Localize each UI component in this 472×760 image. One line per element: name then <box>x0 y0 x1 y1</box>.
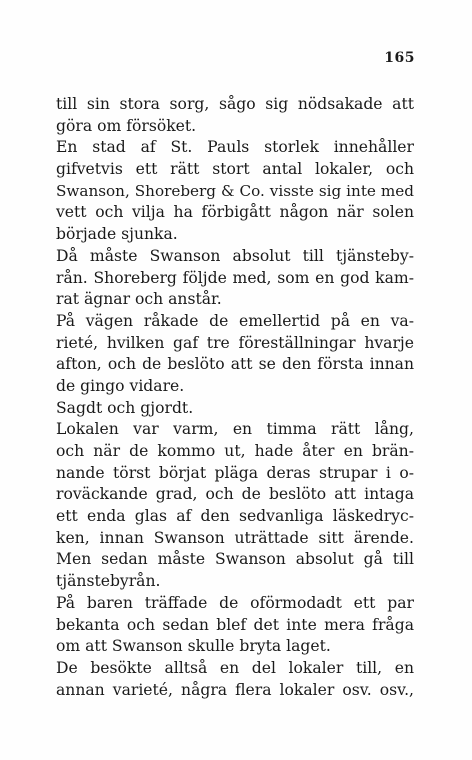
text-line: om att Swanson skulle bryta laget. <box>56 637 331 656</box>
text-line: På baren träffade de oförmodadt ett par <box>56 593 414 612</box>
text-line: Swanson, Shoreberg & Co. visste sig inte med <box>56 181 414 200</box>
text-line: Men sedan måste Swanson absolut gå till <box>56 550 414 569</box>
text-line: roväckande grad, och de beslöto att intaga <box>56 485 414 504</box>
text-line: De besökte alltså en del lokaler till, en <box>56 658 414 677</box>
text-line: och när de kommo ut, hade åter en brän- <box>56 442 414 460</box>
text-line: Sagdt och gjordt. <box>56 398 194 417</box>
text-line: började sjunka. <box>56 225 178 244</box>
text-line: Lokalen var varm, en timma rätt lång, <box>56 420 414 439</box>
text-line: På vägen råkade de emellertid på en va- <box>56 311 414 330</box>
text-line: rån. Shoreberg följde med, som en god kam- <box>56 268 414 287</box>
text-line: Då måste Swanson absolut till tjänsteby- <box>56 246 414 265</box>
text-line: rieté, hvilken gaf tre föreställningar hvarje <box>56 333 414 352</box>
text-line: rat ägnar och anstår. <box>56 290 222 309</box>
text-line: de gingo vidare. <box>56 376 185 395</box>
text-line: annan varieté, några flera lokaler osv. osv., <box>56 680 414 699</box>
text-line: gifvetvis ett rätt stort antal lokaler, och <box>56 160 414 179</box>
body-text <box>56 94 414 701</box>
text-line: afton, och de beslöto att se den första innan <box>56 355 414 374</box>
text-line: ett enda glas af den sedvanliga läskedryc- <box>56 507 414 526</box>
text-line: bekanta och sedan blef det inte mera fråga <box>56 615 414 634</box>
page-number: 165 <box>384 50 415 66</box>
text-line: En stad af St. Pauls storlek innehåller <box>56 138 414 157</box>
text-line: nande törst börjat pläga deras strupar i o- <box>56 463 414 482</box>
text-line: till sin stora sorg, sågo sig nödsakade att <box>56 95 414 113</box>
text-line: tjänstebyrån. <box>56 572 161 591</box>
text-line: ken, innan Swanson uträttade sitt ärende. <box>56 528 414 547</box>
text-line: göra om försöket. <box>56 116 197 135</box>
text-line: vett och vilja ha förbigått någon när solen <box>56 203 414 222</box>
